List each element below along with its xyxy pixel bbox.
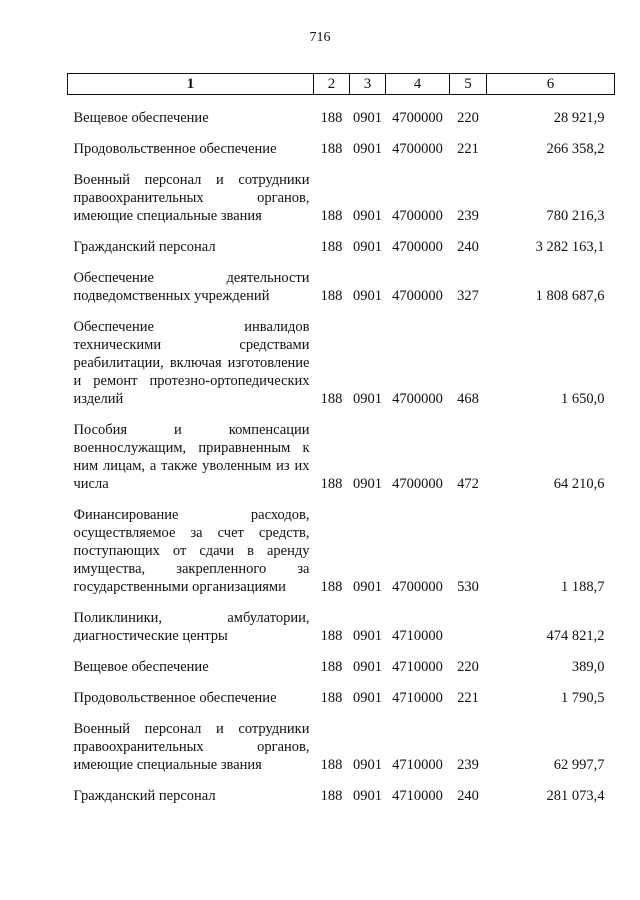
row-description: Военный персонал и сотрудники правоохранительных органов, имеющие специальные звания: [73, 172, 310, 224]
column-header-1: 1: [68, 74, 314, 95]
row-code-5: 240: [457, 239, 479, 255]
table-row: [68, 225, 615, 256]
row-code-4: 4700000: [392, 579, 443, 595]
row-code-5: 221: [457, 141, 479, 157]
row-code-4: 4700000: [392, 288, 443, 304]
row-code-3: 0901: [353, 391, 382, 407]
row-code-3: 0901: [353, 788, 382, 804]
row-description: Финансирование расходов, осуществляемое за счет средств, поступающих от сдачи в аренду имущества, закрепленного за государственными организациями: [73, 507, 310, 595]
row-code-2: 188: [320, 141, 343, 157]
row-code-3: 0901: [353, 141, 382, 157]
row-description: Поликлиники, амбулатории, диагностические центры: [73, 610, 310, 644]
row-code-5: 220: [457, 110, 479, 126]
row-code-5: 239: [457, 757, 479, 773]
row-code-4: 4700000: [392, 239, 443, 255]
table-row: [68, 95, 615, 128]
row-amount: 28 921,9: [553, 110, 605, 126]
row-description: Военный персонал и сотрудники правоохранительных органов, имеющие специальные звания: [73, 721, 310, 773]
row-amount: 1 808 687,6: [535, 288, 605, 304]
row-code-2: 188: [320, 208, 343, 224]
table-row: [68, 408, 615, 493]
row-code-5: 327: [457, 288, 479, 304]
table-row: [68, 774, 615, 805]
row-code-5: 472: [457, 476, 479, 492]
column-header-5: 5: [450, 74, 487, 95]
row-amount: 266 358,2: [546, 141, 605, 157]
row-code-2: 188: [320, 579, 343, 595]
row-code-3: 0901: [353, 476, 382, 492]
row-code-3: 0901: [353, 110, 382, 126]
row-code-4: 4700000: [392, 208, 443, 224]
row-code-3: 0901: [353, 757, 382, 773]
row-code-4: 4710000: [392, 628, 443, 644]
row-code-5: 530: [457, 579, 479, 595]
row-description: Гражданский персонал: [73, 788, 216, 804]
table-header: [68, 74, 615, 95]
column-header-4: 4: [386, 74, 450, 95]
row-code-2: 188: [320, 476, 343, 492]
row-description: Вещевое обеспечение: [73, 659, 209, 675]
row-amount: 1 790,5: [561, 690, 605, 706]
row-code-5: 468: [457, 391, 479, 407]
row-code-2: 188: [320, 788, 343, 804]
column-header-3: 3: [350, 74, 386, 95]
row-description: Продовольственное обеспечение: [73, 141, 277, 157]
row-amount: 389,0: [571, 659, 605, 675]
row-code-2: 188: [320, 690, 343, 706]
row-description: Обеспечение инвалидов техническими средствами реабилитации, включая изготовление и ремонт протезно-ортопедических изделий: [73, 319, 310, 407]
row-code-3: 0901: [353, 288, 382, 304]
column-header-6: 6: [487, 74, 615, 95]
table-row: [68, 127, 615, 158]
table-row: [68, 676, 615, 707]
row-amount: 474 821,2: [546, 628, 605, 644]
row-code-4: 4710000: [392, 659, 443, 675]
row-code-4: 4700000: [392, 141, 443, 157]
row-code-5: [450, 596, 487, 645]
row-description: Продовольственное обеспечение: [73, 690, 277, 706]
table-row: [68, 158, 615, 225]
row-code-4: 4710000: [392, 690, 443, 706]
page-number: 716: [309, 30, 331, 45]
table-row: [68, 707, 615, 774]
row-code-3: 0901: [353, 208, 382, 224]
row-code-3: 0901: [353, 628, 382, 644]
row-description: Обеспечение деятельности подведомственных учреждений: [73, 270, 310, 304]
row-code-5: 220: [457, 659, 479, 675]
row-code-3: 0901: [353, 239, 382, 255]
row-code-4: 4700000: [392, 391, 443, 407]
row-amount: 780 216,3: [546, 208, 605, 224]
row-amount: 1 188,7: [561, 579, 605, 595]
row-code-2: 188: [320, 239, 343, 255]
row-code-5: 239: [457, 208, 479, 224]
row-code-4: 4700000: [392, 476, 443, 492]
column-header-2: 2: [314, 74, 350, 95]
table-row: [68, 645, 615, 676]
row-code-2: 188: [320, 110, 343, 126]
table-row: [68, 256, 615, 305]
row-amount: 281 073,4: [546, 788, 605, 804]
row-code-5: 240: [457, 788, 479, 804]
row-code-4: 4700000: [392, 110, 443, 126]
row-amount: 64 210,6: [553, 476, 605, 492]
row-code-5: 221: [457, 690, 479, 706]
row-description: Пособия и компенсации военнослужащим, приравненным к ним лицам, а также уволенным из их числа: [73, 422, 310, 492]
row-amount: 1 650,0: [561, 391, 605, 407]
table-row: [68, 305, 615, 408]
header-row: [68, 74, 615, 95]
table-row: [68, 596, 615, 645]
row-description: Вещевое обеспечение: [73, 110, 209, 126]
table-body: [68, 95, 615, 806]
row-code-3: 0901: [353, 690, 382, 706]
row-code-2: 188: [320, 659, 343, 675]
row-description: Гражданский персонал: [73, 239, 216, 255]
row-code-2: 188: [320, 288, 343, 304]
row-amount: 3 282 163,1: [535, 239, 605, 255]
row-code-4: 4710000: [392, 757, 443, 773]
row-code-3: 0901: [353, 579, 382, 595]
row-code-4: 4710000: [392, 788, 443, 804]
row-code-2: 188: [320, 757, 343, 773]
row-code-2: 188: [320, 628, 343, 644]
table-row: [68, 493, 615, 596]
row-code-3: 0901: [353, 659, 382, 675]
row-code-2: 188: [320, 391, 343, 407]
budget-table: [67, 73, 615, 805]
row-amount: 62 997,7: [553, 757, 605, 773]
